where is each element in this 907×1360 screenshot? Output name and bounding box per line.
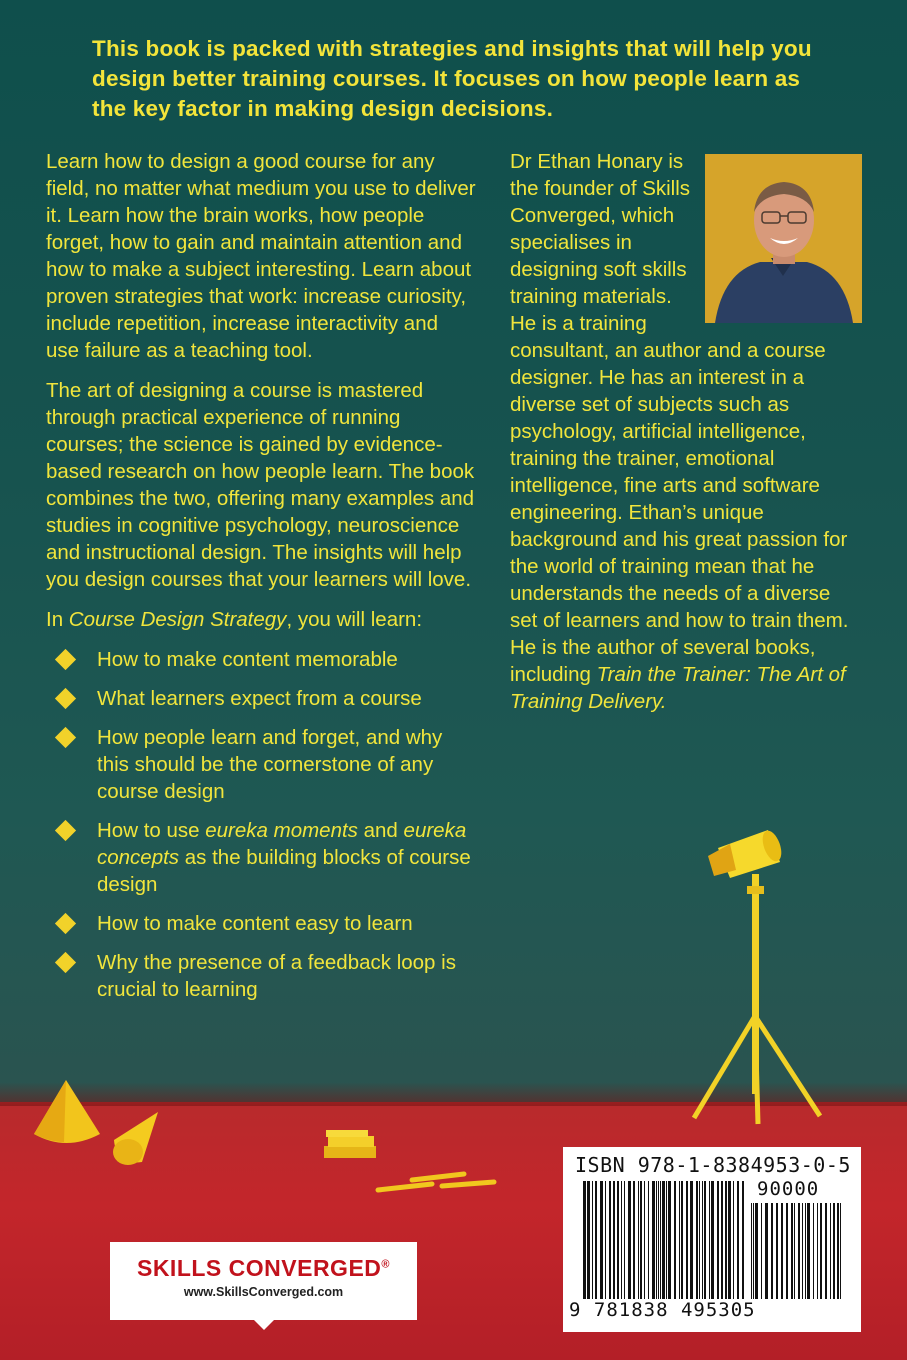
description-column [46,148,476,1015]
learn-intro [46,606,476,633]
author-photo [705,154,862,323]
author-bio-text: Dr Ethan Honary is the founder of Skills Converged, which specialises in designing soft skills training materials. He is a training consultant, an author and a course designer. He has an interest in a diverse set of subjects such as psychology, artificial intelligence, training the trainer, emotional intelligence, fine arts and software engineering. Ethan’s unique background and his great passion for the world of training mean that he understands the needs of a diverse set of learners and how to train them. He is the author of several books, including [510,150,849,686]
publisher-url: www.SkillsConverged.com [183,1285,344,1299]
intro-text: This book is packed with strategies and insights that will help you design better training courses. It focuses on how people learn as the key factor in making design decisions. [92,36,812,121]
registered-mark: ® [381,1258,391,1271]
learning-list [46,646,476,1003]
diamond-bullet-icon [55,820,76,841]
diamond-bullet-icon [55,952,76,973]
author-bio-column [510,148,862,715]
diamond-bullet-icon [55,913,76,934]
yellow-cone-icon [30,1078,105,1150]
yellow-pencils-icon [372,1168,502,1198]
list-item-text: and [357,819,404,842]
description-paragraph-2: The art of designing a course is mastered through practical experience of running courses; the science is gained by evidence-based research on how people learn. The book combines the two, offering many examples and studies in cognitive psychology, neuroscience and instructional design. The insights will help you design courses that your learners will love. [46,379,475,591]
ean-barcode-bars [583,1181,745,1305]
ean-digits: 9 781838 495305 [569,1299,756,1321]
list-item-text: How to make content easy to learn [97,912,413,935]
yellow-books-icon [322,1128,382,1166]
description-paragraph-1: Learn how to design a good course for any field, no matter what medium you use to deliver it. Learn how the brain works, how people forget, how to gain and maintain attention and how to make a subject interesting. Learn about proven strategies that work: increase curiosity, include repetition, increase interactivity and use failure as a teaching tool. [46,150,476,362]
eureka-moments-italic: eureka moments [205,819,358,842]
list-item-text: What learners expect from a course [97,687,422,710]
publisher-name [110,1255,417,1282]
diamond-bullet-icon [55,727,76,748]
publisher-logo [110,1242,417,1320]
list-item [46,910,476,937]
diamond-bullet-icon [55,649,76,670]
list-item [46,817,476,898]
list-item-text: Why the presence of a feedback loop is crucial to learning [97,951,456,1001]
book-title-italic: Course Design Strategy [68,608,287,631]
learn-suffix: , you will learn: [286,608,423,631]
bio-period: . [660,690,667,713]
list-item [46,646,476,673]
eureka-concepts-italic: eureka concepts [97,819,467,869]
list-item [46,685,476,712]
list-item-text: How to make content memorable [97,648,398,671]
list-item [46,949,476,1003]
list-item-text: as the building blocks of course design [97,846,471,896]
list-item [46,724,476,805]
isbn-barcode [563,1147,861,1332]
price-code: 90000 [757,1178,820,1200]
other-book-title: Train the Trainer: The Art of Training Delivery [510,663,846,713]
addon-barcode-bars [751,1203,843,1303]
list-item-text: How to use [97,819,206,842]
list-item-text: How people learn and forget, and why this should be the cornerstone of any course design [97,726,443,803]
isbn-number: ISBN 978-1-8384953-0-5 [575,1153,851,1177]
diamond-bullet-icon [55,688,76,709]
publisher-name-text: SKILLS CONVERGED [136,1255,382,1281]
yellow-tilted-cone-icon [108,1110,168,1168]
yellow-spotlight-tripod-icon [680,826,830,1126]
learn-prefix: In [46,608,69,631]
